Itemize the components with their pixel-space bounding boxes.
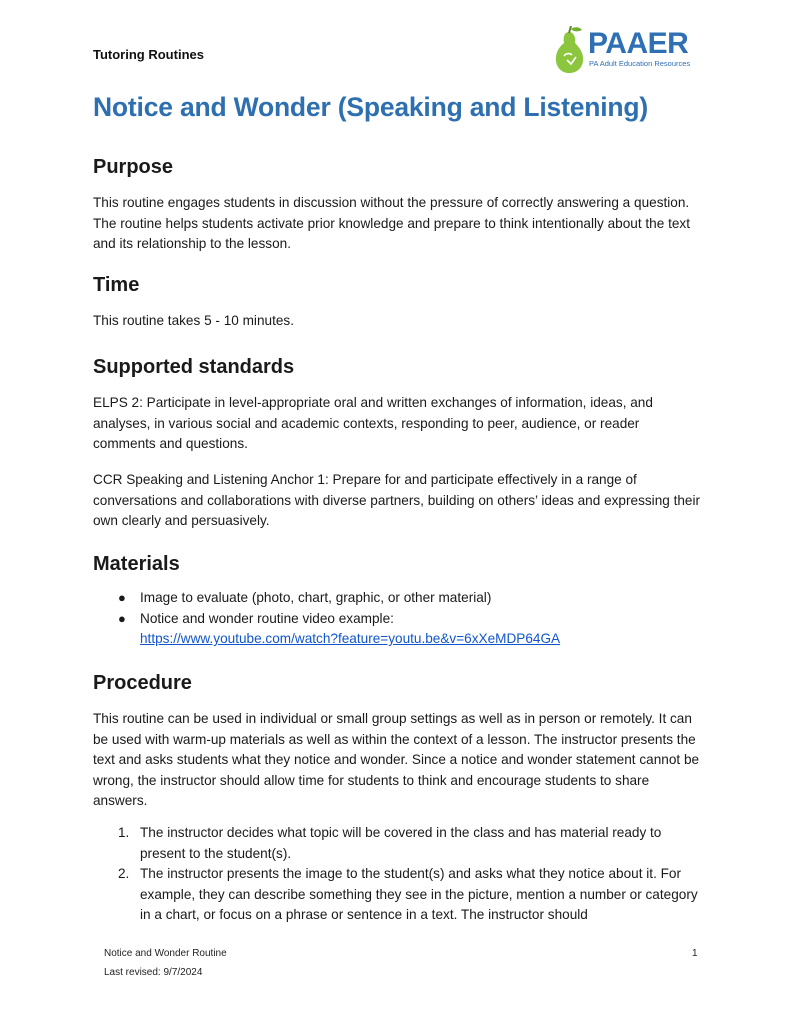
materials-item-text: Image to evaluate (photo, chart, graphic, or other material) <box>140 590 492 605</box>
standards-heading: Supported standards <box>93 356 295 378</box>
list-item <box>93 609 693 650</box>
procedure-heading: Procedure <box>93 672 192 694</box>
logo-subtitle: PA Adult Education Resources <box>589 59 691 68</box>
list-item <box>93 823 703 864</box>
page-title: Notice and Wonder (Speaking and Listening) <box>93 92 649 122</box>
step-text: The instructor decides what topic will be covered in the class and has material ready to present to the student(s). <box>140 825 662 861</box>
bullet-icon: ● <box>118 590 126 605</box>
standards-ccr-text: CCR Speaking and Listening Anchor 1: Prepare for and participate effectively in a range of conversations and collaborations with diverse partners, building on others’ ideas and expressing their own clearly and persuasively. <box>93 472 701 528</box>
footer-doc-name: Notice and Wonder Routine <box>104 948 227 959</box>
purpose-text: This routine engages students in discussion without the pressure of correctly answering a question. The routine helps students activate prior knowledge and prepare to think intentionally about the text and its relationship to the lesson. <box>93 195 690 251</box>
list-item <box>93 588 693 609</box>
materials-heading: Materials <box>93 553 180 575</box>
bullet-icon: ● <box>118 610 126 626</box>
footer <box>104 944 227 982</box>
materials-item-text: Notice and wonder routine video example: <box>140 610 394 626</box>
step-number: 2. <box>118 866 130 881</box>
materials-list <box>93 588 693 650</box>
step-number: 1. <box>118 825 130 840</box>
time-heading: Time <box>93 274 140 296</box>
video-link[interactable]: https://www.youtube.com/watch?feature=youtu.be&v=6xXeMDP64GA <box>140 631 561 646</box>
time-text: This routine takes 5 - 10 minutes. <box>93 313 294 328</box>
page-number: 1 <box>692 948 698 959</box>
logo-wordmark: PAAER <box>588 27 689 60</box>
purpose-heading: Purpose <box>93 156 174 178</box>
header-label: Tutoring Routines <box>93 47 204 62</box>
paaer-logo <box>552 26 702 74</box>
procedure-steps <box>93 823 703 926</box>
pear-icon <box>552 26 586 74</box>
standards-elps-text: ELPS 2: Participate in level-appropriate oral and written exchanges of information, ideas, and analyses, in various social and academic contexts, responding to peer, audience, or reader comments and questions. <box>93 395 653 451</box>
list-item <box>93 864 703 926</box>
procedure-text: This routine can be used in individual or small group settings as well as in person or remotely. It can be used with warm-up materials as well as within the context of a lesson. The instructor presents the text and asks students what they notice and wonder. Since a notice and wonder statement cannot be wrong, the instructor should allow time for students to think and encourage students to share answers. <box>93 711 700 808</box>
footer-revised-date: Last revised: 9/7/2024 <box>104 967 203 978</box>
step-text: The instructor presents the image to the student(s) and asks what they notice about it. For example, they can describe something they see in the picture, mention a number or category in a chart, or focus on a phrase or sentence in a text. The instructor should <box>140 866 698 922</box>
